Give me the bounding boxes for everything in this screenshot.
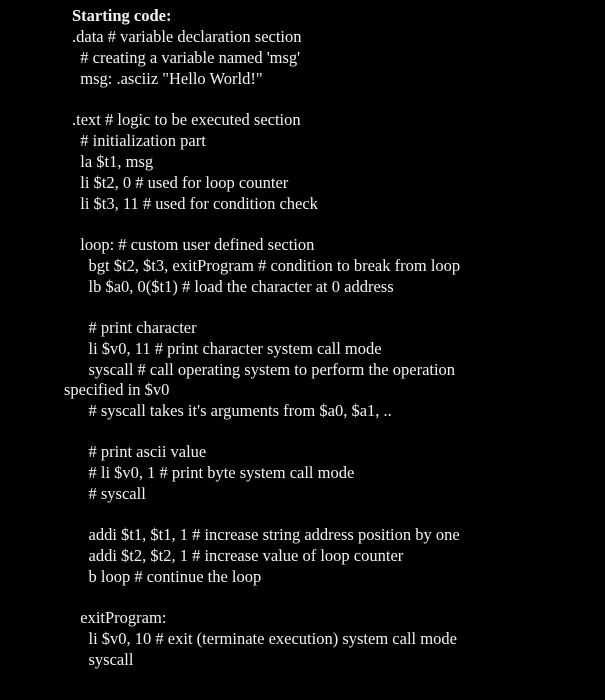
heading: Starting code: [72, 6, 172, 25]
code-line: syscall [72, 650, 134, 669]
code-line: la $t1, msg [72, 152, 154, 171]
code-line: li $t2, 0 # used for loop counter [72, 173, 289, 192]
code-line: # initialization part [72, 131, 206, 150]
code-line: .data # variable declaration section [72, 27, 302, 46]
code-line: li $t3, 11 # used for condition check [72, 194, 318, 213]
code-line: lb $a0, 0($t1) # load the character at 0 address [72, 277, 394, 296]
code-line: syscall # call operating system to perform the operation [72, 360, 456, 379]
code-line: bgt $t2, $t3, exitProgram # condition to break from loop [72, 256, 461, 275]
code-line: msg: .asciiz "Hello World!" [72, 69, 263, 88]
code-line: .text # logic to be executed section [72, 110, 301, 129]
code-line: loop: # custom user defined section [72, 235, 315, 254]
code-line: # li $v0, 1 # print byte system call mode [72, 463, 355, 482]
code-line: # print ascii value [72, 442, 207, 461]
code-line: li $v0, 10 # exit (terminate execution) system call mode [72, 629, 457, 648]
code-line: exitProgram: [72, 608, 167, 627]
code-line: b loop # continue the loop [72, 567, 262, 586]
code-line: addi $t2, $t2, 1 # increase value of loop counter [72, 546, 404, 565]
code-line: li $v0, 11 # print character system call mode [72, 339, 382, 358]
code-line: # syscall [72, 484, 146, 503]
code-line: # creating a variable named 'msg' [72, 48, 301, 67]
code-line: specified in $v0 [64, 380, 170, 399]
code-line: addi $t1, $t1, 1 # increase string address position by one [72, 525, 460, 544]
code-line: # print character [72, 318, 197, 337]
code-line: # syscall takes it's arguments from $a0, $a1, .. [72, 401, 392, 420]
